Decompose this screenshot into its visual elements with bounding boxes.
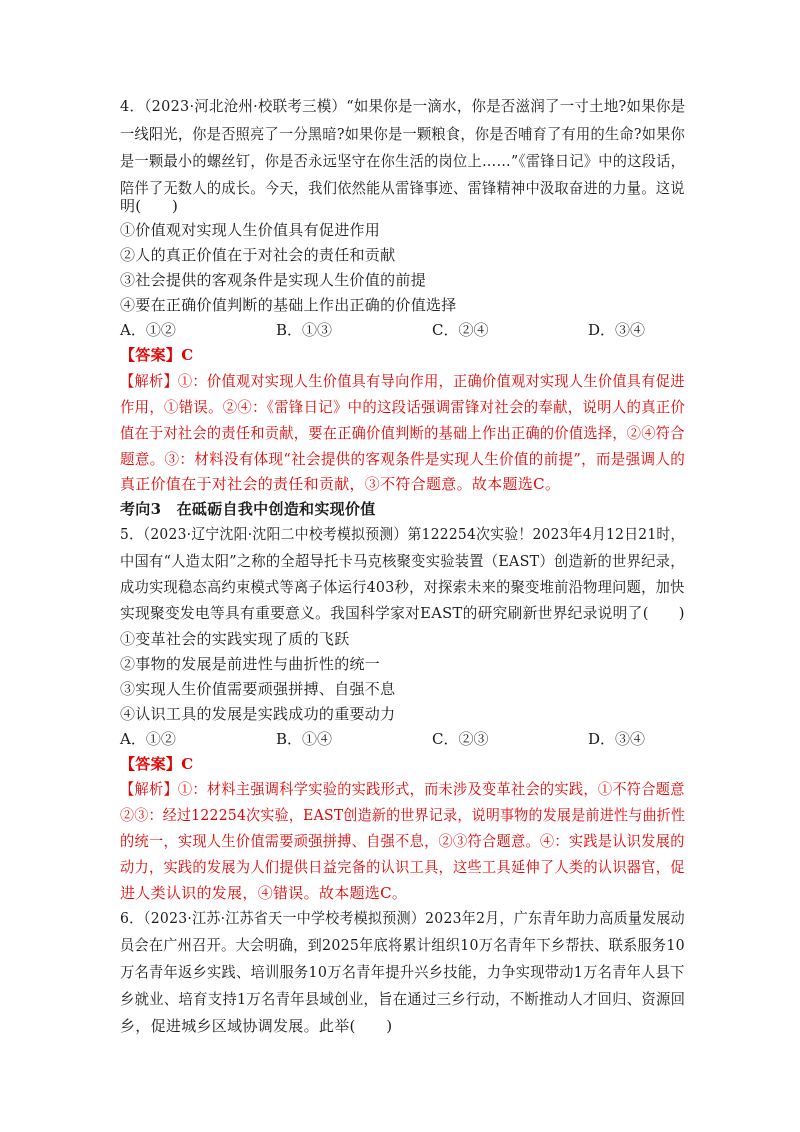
question-4-statement: ③社会提供的客观条件是实现人生价值的前提 bbox=[120, 271, 427, 289]
option-d: D．③④ bbox=[588, 321, 646, 339]
question-5-stem-line: 成功实现稳态高约束模式等离子体运行403秒，对探索未来的聚变堆前沿物理问题，加快 bbox=[120, 578, 685, 596]
question-4-statement: ①价值观对实现人生价值具有促进作用 bbox=[120, 221, 381, 239]
question-4-stem-line: 是一颗最小的螺丝钉，你是否永远坚守在你生活的岗位上……”《雷锋日记》中的这段话， bbox=[120, 152, 686, 170]
option-d: D．③④ bbox=[588, 730, 646, 748]
option-c: C．②④ bbox=[432, 321, 489, 339]
question-5-statement: ②事物的发展是前进性与曲折性的统一 bbox=[120, 655, 381, 673]
option-b: B．①③ bbox=[276, 321, 333, 339]
question-4-stem-line: 明( ) bbox=[120, 197, 179, 215]
question-5-analysis-line: ②③：经过122254次实验，EAST创造新的世界记录，说明事物的发展是前进性与曲折性 bbox=[120, 806, 686, 824]
question-5-statement: ①变革社会的实践实现了质的飞跃 bbox=[120, 630, 350, 648]
question-5-analysis-line: 的统一，实现人生价值需要顽强拼搏、自强不息，②③符合题意。④：实践是认识发展的 bbox=[120, 832, 685, 850]
question-4-analysis-line: 真正价值在于对社会的责任和贡献，③不符合题意。故本题选C。 bbox=[120, 475, 561, 493]
question-5-stem-line: 5．（2023·辽宁沈阳·沈阳二中校考模拟预测）第122254次实验！2023年4月12日21时， bbox=[120, 525, 685, 543]
question-4-options bbox=[120, 320, 680, 340]
option-c: C．②③ bbox=[432, 730, 489, 748]
question-6-stem-line: 乡就业、培育支持1万名青年县域创业，旨在通过三乡行动，不断推动人才回归、资源回 bbox=[120, 990, 686, 1008]
question-6-stem-line: 乡，促进城乡区域协调发展。此举( ) bbox=[120, 1017, 393, 1035]
question-4-answer: 【答案】C bbox=[120, 346, 194, 364]
question-4-analysis-line: 【解析】①：价值观对实现人生价值具有导向作用，正确价值观对实现人生价值具有促进 bbox=[120, 372, 685, 390]
question-4-stem-line: 陪伴了无数人的成长。今天，我们依然能从雷锋事迹、雷锋精神中汲取奋进的力量。这说 bbox=[120, 179, 685, 197]
question-4-stem-line: 一线阳光，你是否照亮了一分黑暗?如果你是一颗粮食，你是否哺育了有用的生命?如果你 bbox=[120, 125, 686, 143]
question-5-answer: 【答案】C bbox=[120, 755, 194, 773]
question-5-analysis-line: 【解析】①：材料主强调科学实验的实践形式，而未涉及变革社会的实践，①不符合题意 bbox=[120, 780, 685, 798]
question-6-stem-line: 6．（2023·江苏·江苏省天一中学校考模拟预测）2023年2月，广东青年助力高质量发展动 bbox=[120, 909, 685, 927]
question-4-stem-line: 4．（2023·河北沧州·校联考三模）“如果你是一滴水，你是否滋润了一寸土地?如果你是 bbox=[120, 97, 686, 115]
question-5-stem-line: 实现聚变发电等具有重要意义。我国科学家对EAST的研究刷新世界纪录说明了( ) bbox=[120, 604, 685, 622]
question-4-analysis-line: 值在于对社会的责任和贡献，要在正确价值判断的基础上作出正确的价值选择，②④符合 bbox=[120, 424, 685, 442]
option-a: A．①② bbox=[120, 730, 176, 748]
question-6-stem-line: 员会在广州召开。大会明确，到2025年底将累计组织10万名青年下乡帮扶、联系服务10 bbox=[120, 936, 685, 954]
question-5-options bbox=[120, 729, 680, 749]
question-4-analysis-line: 作用，①错误。②④：《雷锋日记》中的这段话强调雷锋对社会的奉献，说明人的真正价 bbox=[120, 398, 686, 416]
option-a: A．①② bbox=[120, 321, 176, 339]
question-4-analysis-line: 题意。③：材料没有体现“社会提供的客观条件是实现人生价值的前提”，而是强调人的 bbox=[120, 450, 686, 468]
section-heading: 考向3 在砥砺自我中创造和实现价值 bbox=[120, 500, 376, 518]
question-4-statement: ④要在正确价值判断的基础上作出正确的价值选择 bbox=[120, 296, 457, 314]
question-5-statement: ④认识工具的发展是实践成功的重要动力 bbox=[120, 705, 396, 723]
option-b: B．①④ bbox=[276, 730, 333, 748]
question-6-stem-line: 万名青年返乡实践、培训服务10万名青年提升兴乡技能，力争实现带动1万名青年人县下 bbox=[120, 963, 685, 981]
question-5-statement: ③实现人生价值需要顽强拼搏、自强不息 bbox=[120, 680, 396, 698]
question-5-analysis-line: 进人类认识的发展，④错误。故本题选C。 bbox=[120, 884, 408, 902]
question-5-stem-line: 中国有“人造太阳”之称的全超导托卡马克核聚变实验装置（EAST）创造新的世界纪录， bbox=[120, 552, 685, 570]
question-4-statement: ②人的真正价值在于对社会的责任和贡献 bbox=[120, 246, 396, 264]
question-5-analysis-line: 动力，实践的发展为人们提供日益完备的认识工具，这些工具延伸了人类的认识器官，促 bbox=[120, 858, 685, 876]
